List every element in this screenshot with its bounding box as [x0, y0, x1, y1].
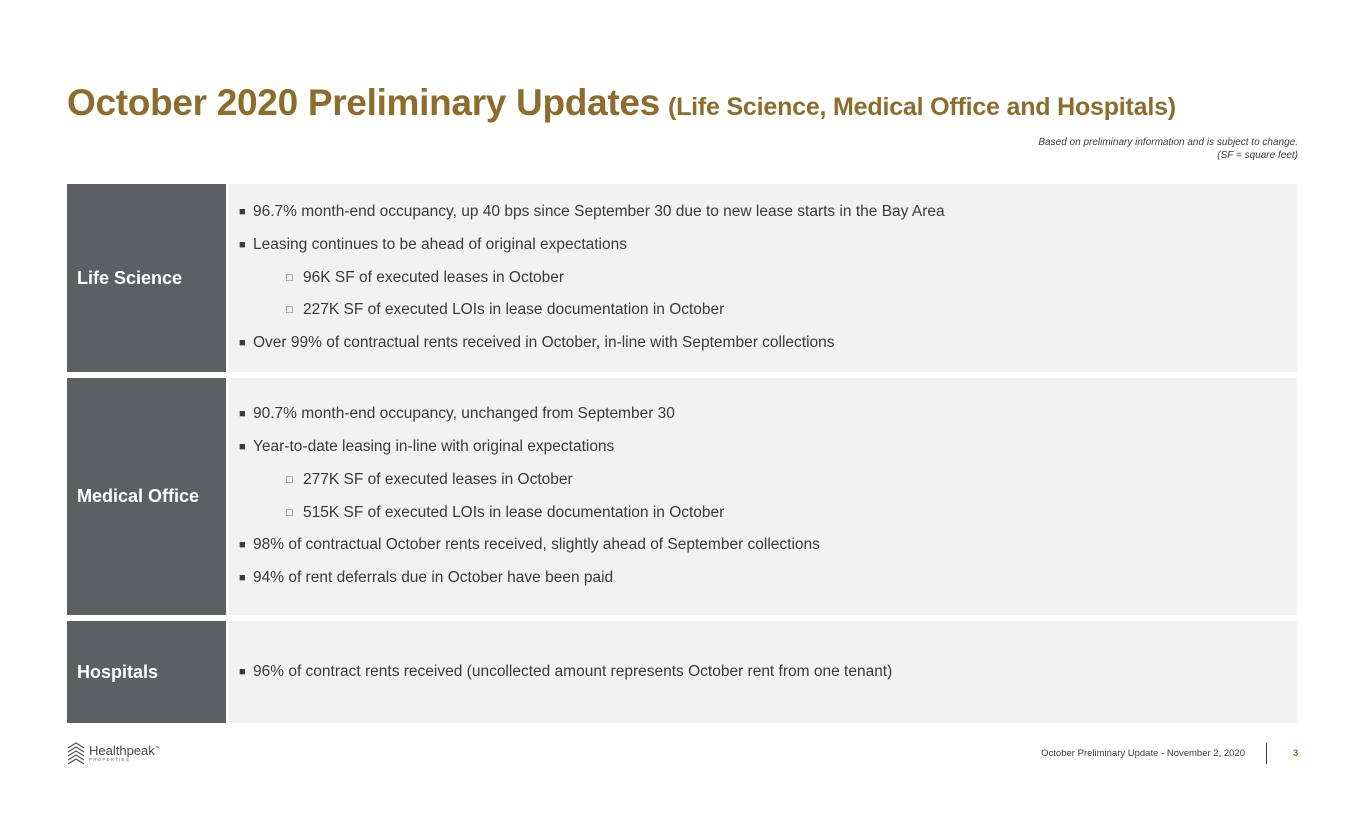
bullet-text: 94% of rent deferrals due in October have been paid [253, 569, 614, 587]
bullet-square-icon: ■ [239, 408, 246, 421]
bullet-text: 96K SF of executed leases in October [303, 268, 565, 286]
bullet-hollow-square-icon: □ [286, 271, 293, 284]
sub-bullet-item [239, 464, 1297, 497]
bullet-hollow-square-icon: □ [286, 473, 293, 486]
bullet-item [239, 229, 1297, 262]
bullet-text: 96% of contract rents received (uncollected amount represents October rent from one tenant) [253, 662, 893, 680]
section-label: Hospitals [67, 621, 226, 723]
logo-wordmark [89, 744, 160, 763]
bullet-text: 277K SF of executed leases in October [303, 470, 573, 488]
sub-bullet-item [239, 497, 1297, 530]
bullet-item [239, 327, 1297, 360]
title-main: October 2020 Preliminary Updates [67, 82, 660, 123]
section-content [229, 378, 1297, 615]
section-medical-office [67, 378, 1297, 615]
bullet-square-icon: ■ [239, 572, 246, 585]
bullet-square-icon: ■ [239, 206, 246, 218]
footer-text: October Preliminary Update - November 2, 2020 [1041, 748, 1245, 759]
disclaimer [1038, 136, 1298, 162]
bullet-square-icon: ■ [239, 238, 246, 251]
logo-name: Healthpeak™ [89, 742, 160, 758]
disclaimer-line-1: Based on preliminary information and is subject to change. [1038, 137, 1298, 148]
bullet-item [239, 656, 1297, 689]
bullet-square-icon: ■ [239, 539, 246, 552]
bullet-item [239, 196, 1297, 229]
sub-bullet-item [239, 262, 1297, 295]
bullet-square-icon: ■ [239, 665, 246, 678]
bullet-text: 90.7% month-end occupancy, unchanged from September 30 [253, 405, 675, 423]
bullet-item [239, 562, 1297, 595]
bullet-text: 227K SF of executed LOIs in lease documentation in October [303, 301, 725, 319]
section-label: Medical Office [67, 378, 226, 615]
bullet-text: 515K SF of executed LOIs in lease documentation in October [303, 503, 725, 521]
disclaimer-line-2: (SF = square feet) [1217, 150, 1298, 161]
bullet-text: 96.7% month-end occupancy, up 40 bps since September 30 due to new lease starts in the Bay Area [253, 203, 945, 220]
healthpeak-logo [67, 741, 160, 765]
bullet-hollow-square-icon: □ [286, 304, 293, 317]
trademark-mark: ™ [154, 745, 160, 752]
page-number: 3 [1293, 748, 1299, 759]
bullet-square-icon: ■ [239, 440, 246, 453]
bullet-hollow-square-icon: □ [286, 506, 293, 519]
section-label: Life Science [67, 184, 226, 372]
bullet-square-icon: ■ [239, 337, 246, 350]
bullet-item [239, 529, 1297, 562]
section-content [229, 621, 1297, 723]
page-title [67, 82, 1176, 124]
bullet-text: Year-to-date leasing in-line with original expectations [253, 437, 615, 455]
bullet-item [239, 398, 1297, 431]
section-hospitals [67, 621, 1297, 723]
bullet-item [239, 431, 1297, 464]
section-life-science [67, 184, 1297, 372]
sub-bullet-item [239, 294, 1297, 327]
healthpeak-logo-icon [67, 741, 85, 765]
footer-divider [1266, 743, 1267, 764]
section-content [229, 184, 1297, 372]
title-subtitle: (Life Science, Medical Office and Hospitals) [667, 93, 1176, 121]
bullet-text: Leasing continues to be ahead of original expectations [253, 235, 627, 253]
logo-subtitle: PROPERTIES [89, 756, 130, 762]
bullet-text: 98% of contractual October rents received, slightly ahead of September collections [253, 536, 820, 554]
bullet-text: Over 99% of contractual rents received in October, in-line with September collections [253, 334, 835, 352]
